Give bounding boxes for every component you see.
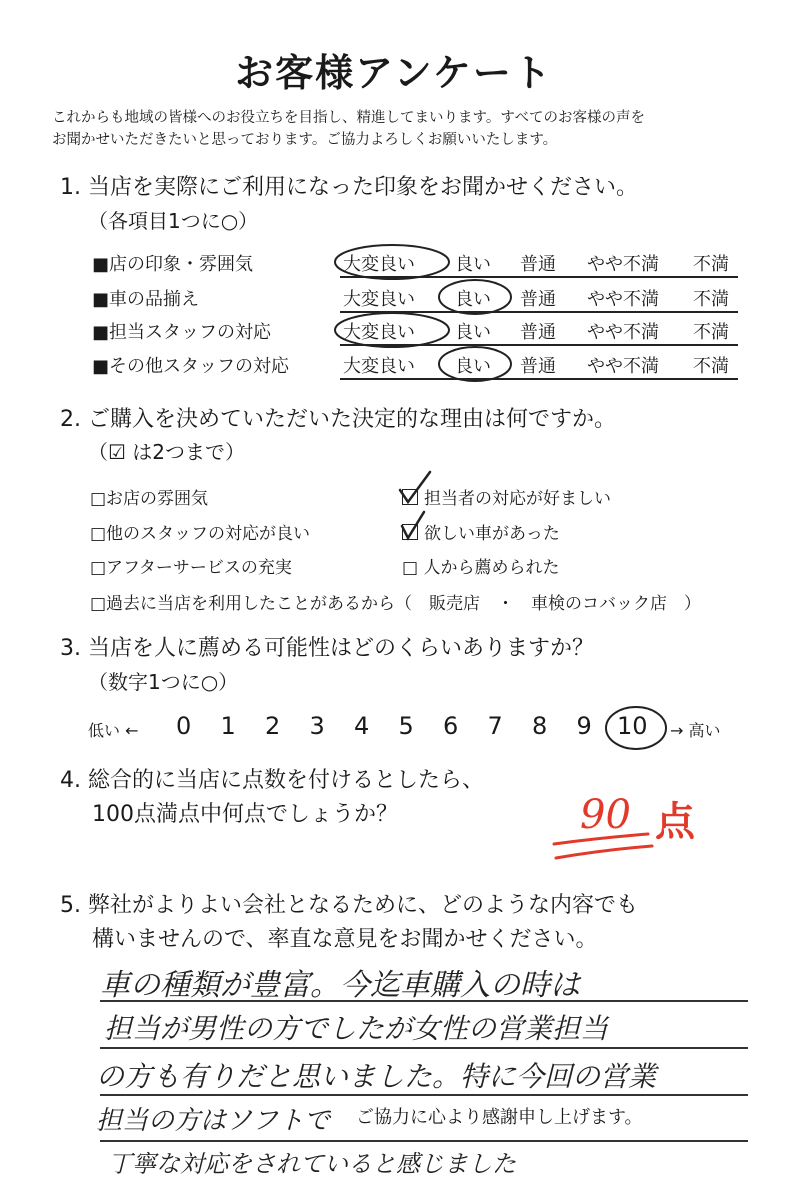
page-title: お客様アンケート [235, 51, 553, 95]
scale-low-label: 低い ← [88, 721, 139, 740]
q2-question: 2. ご購入を決めていただいた決定的な理由は何ですか。 [60, 407, 616, 432]
q1-question: 1. 当店を実際にご利用になった印象をお聞かせください。 [60, 175, 638, 200]
handwritten-line: 担当が男性の方でしたが女性の営業担当 [104, 1012, 609, 1045]
q5-question-line-2: 構いませんので、率直な意見をお聞かせください。 [92, 927, 598, 952]
q1-option[interactable]: 不満 [693, 254, 729, 275]
q1-option[interactable]: 不満 [693, 322, 729, 343]
q1-option[interactable]: 大変良い [343, 289, 415, 310]
scale-number[interactable]: 6 [443, 712, 459, 740]
q1-option[interactable]: 良い [455, 254, 491, 275]
scale-number[interactable]: 3 [309, 712, 325, 740]
q1-option[interactable]: 良い [455, 322, 491, 343]
q3-note: （数字1つに○） [88, 670, 239, 694]
q5-question-line-1: 5. 弊社がよりよい会社となるために、どのような内容でも [60, 893, 638, 918]
q1-row-label: ■担当スタッフの対応 [92, 322, 272, 343]
q2-item[interactable]: □お店の雰囲気 [90, 489, 209, 509]
scale-number[interactable]: 8 [532, 712, 548, 740]
q1-option[interactable]: 大変良い [343, 254, 415, 275]
score-answer: 90 [580, 792, 631, 838]
answer-line [100, 1140, 748, 1142]
checkbox-icon: ☑ [108, 440, 126, 464]
scale-number[interactable]: 0 [176, 712, 192, 740]
scale-number[interactable]: 9 [576, 712, 592, 740]
checkmark-icon [402, 512, 424, 538]
q1-option[interactable]: やや不満 [587, 289, 659, 310]
q1-option[interactable]: 普通 [520, 322, 556, 343]
q1-option[interactable]: 不満 [693, 289, 729, 310]
q2-item[interactable]: □アフターサービスの充実 [90, 558, 292, 578]
q4-question-line-2: 100点満点中何点でしょうか？ [92, 802, 398, 827]
q1-option[interactable]: 大変良い [343, 356, 415, 377]
q1-option[interactable]: 良い [455, 289, 491, 310]
q2-item-checked[interactable]: 欲しい車があった [402, 519, 560, 544]
q1-option[interactable]: 不満 [693, 356, 729, 377]
q1-option[interactable]: やや不満 [587, 322, 659, 343]
intro-line-1: これからも地域の皆様へのお役立ちを目指し、精進してまいります。すべてのお客様の声を [52, 110, 646, 126]
q4-question-line-1: 4. 総合的に当店に点数を付けるとしたら、 [60, 768, 484, 793]
q2-item[interactable]: □ 人から薦められた [402, 558, 560, 578]
q2-item[interactable]: □過去に当店を利用したことがあるから（ 販売店 ・ 車検のコバック店 ） [90, 594, 702, 614]
q2-note: （☑ は2つまで） [88, 440, 246, 464]
q2-item[interactable]: □他のスタッフの対応が良い [90, 524, 311, 544]
q1-option[interactable]: 普通 [520, 356, 556, 377]
q3-answer-circle [600, 700, 680, 760]
q1-option[interactable]: 普通 [520, 254, 556, 275]
q1-option[interactable]: 普通 [520, 289, 556, 310]
q2-item-checked[interactable]: 担当者の対応が好ましい [402, 484, 611, 509]
q1-row-label: ■車の品揃え [92, 289, 200, 310]
score-underline [548, 830, 658, 870]
scale-number[interactable]: 7 [487, 712, 503, 740]
q1-row-label: ■店の印象・雰囲気 [92, 254, 254, 275]
q1-option[interactable]: 大変良い [343, 322, 415, 343]
scale-high-label: → 高い [670, 721, 721, 740]
score-unit: 点 [655, 799, 695, 845]
q1-note: （各項目1つに○） [88, 209, 259, 233]
checkmark-icon [400, 472, 430, 502]
answer-line [100, 1047, 748, 1049]
scale-number[interactable]: 5 [398, 712, 414, 740]
q1-row-label: ■その他スタッフの対応 [92, 356, 290, 377]
handwritten-line: 担当の方はソフトで [96, 1106, 331, 1136]
scale-number[interactable]: 10 [617, 712, 648, 740]
scale-number[interactable]: 4 [354, 712, 370, 740]
intro-line-2: お聞かせいただきたいと思っております。ご協力よろしくお願いいたします。 [52, 132, 558, 148]
q3-question: 3. 当店を人に薦める可能性はどのくらいありますか？ [60, 636, 594, 661]
scale-number[interactable]: 1 [220, 712, 236, 740]
scale-number[interactable]: 2 [265, 712, 281, 740]
q1-option[interactable]: やや不満 [587, 254, 659, 275]
handwritten-line: の方も有りだと思いました。特に今回の営業 [96, 1060, 657, 1093]
thanks-text: ご協力に心より感謝申し上げます。 [356, 1107, 643, 1128]
handwritten-line: 車の種類が豊富。今迄車購入の時は [100, 968, 580, 1003]
q1-option[interactable]: 良い [455, 356, 491, 377]
q1-option[interactable]: やや不満 [587, 356, 659, 377]
handwritten-line: 丁寧な対応をされていると感じました [108, 1150, 516, 1178]
